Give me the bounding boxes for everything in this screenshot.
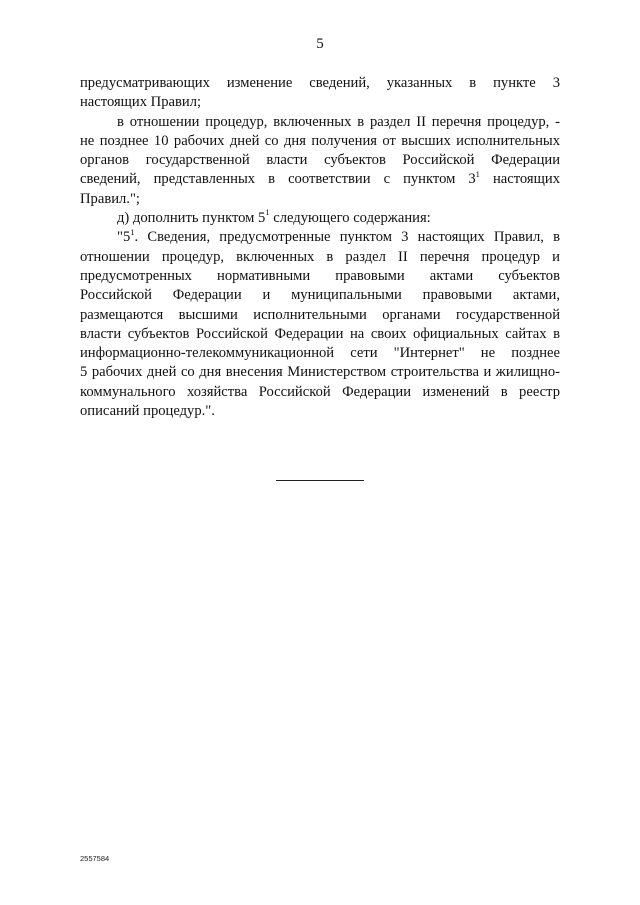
text-line: отношении процедур, включенных в раздел II перечня процедур и xyxy=(80,248,560,265)
text-line-with-superscript xyxy=(80,170,560,189)
text-line-with-superscript xyxy=(80,228,560,247)
text-segment: сведений, представленных в соответствии с пунктом 3 xyxy=(80,171,476,188)
text-segment: "5 xyxy=(117,229,131,246)
text-segment: настоящих xyxy=(479,171,560,188)
text-line: в отношении процедур, включенных в раздел II перечня процедур, - xyxy=(117,113,560,130)
text-line: Правил."; xyxy=(80,190,140,207)
paragraph-4 xyxy=(80,228,560,421)
superscript: 1 xyxy=(265,207,270,218)
paragraph-2 xyxy=(80,113,560,209)
superscript: 1 xyxy=(475,168,480,179)
superscript: 1 xyxy=(130,226,135,237)
end-separator-line xyxy=(276,480,364,481)
text-line: настоящих Правил; xyxy=(80,94,202,111)
document-code: 2557584 xyxy=(80,854,110,863)
paragraph-3 xyxy=(80,209,560,228)
text-line: коммунального хозяйства Российской Федерации изменений в реестр xyxy=(80,383,560,400)
document-body xyxy=(80,74,560,421)
text-segment: следующего содержания: xyxy=(269,210,431,227)
text-line: предусматривающих изменение сведений, указанных в пункте 3 xyxy=(80,75,560,91)
text-line: власти субъектов Российской Федерации на своих официальных сайтах в xyxy=(80,325,560,342)
text-segment: . Сведения, предусмотренные пунктом 3 настоящих Правил, в xyxy=(134,229,560,246)
text-line: размещаются высшими исполнительными органами государственной xyxy=(80,306,560,323)
text-segment: д) дополнить пунктом 5 xyxy=(117,210,266,227)
text-line: не позднее 10 рабочих дней со дня получения от высших исполнительных xyxy=(80,132,560,149)
paragraph-1 xyxy=(80,74,560,113)
text-line: описаний процедур.". xyxy=(80,403,215,420)
text-line: информационно-телекоммуникационной сети "Интернет" не позднее xyxy=(80,345,560,362)
text-line: предусмотренных нормативными правовыми актами субъектов xyxy=(80,267,560,284)
text-line: Российской Федерации и муниципальными правовыми актами, xyxy=(80,287,560,304)
text-line: 5 рабочих дней со дня внесения Министерством строительства и жилищно- xyxy=(80,364,560,381)
page-number: 5 xyxy=(316,36,324,52)
text-line: органов государственной власти субъектов Российской Федерации xyxy=(80,152,560,169)
text-line-with-superscript xyxy=(80,209,560,228)
